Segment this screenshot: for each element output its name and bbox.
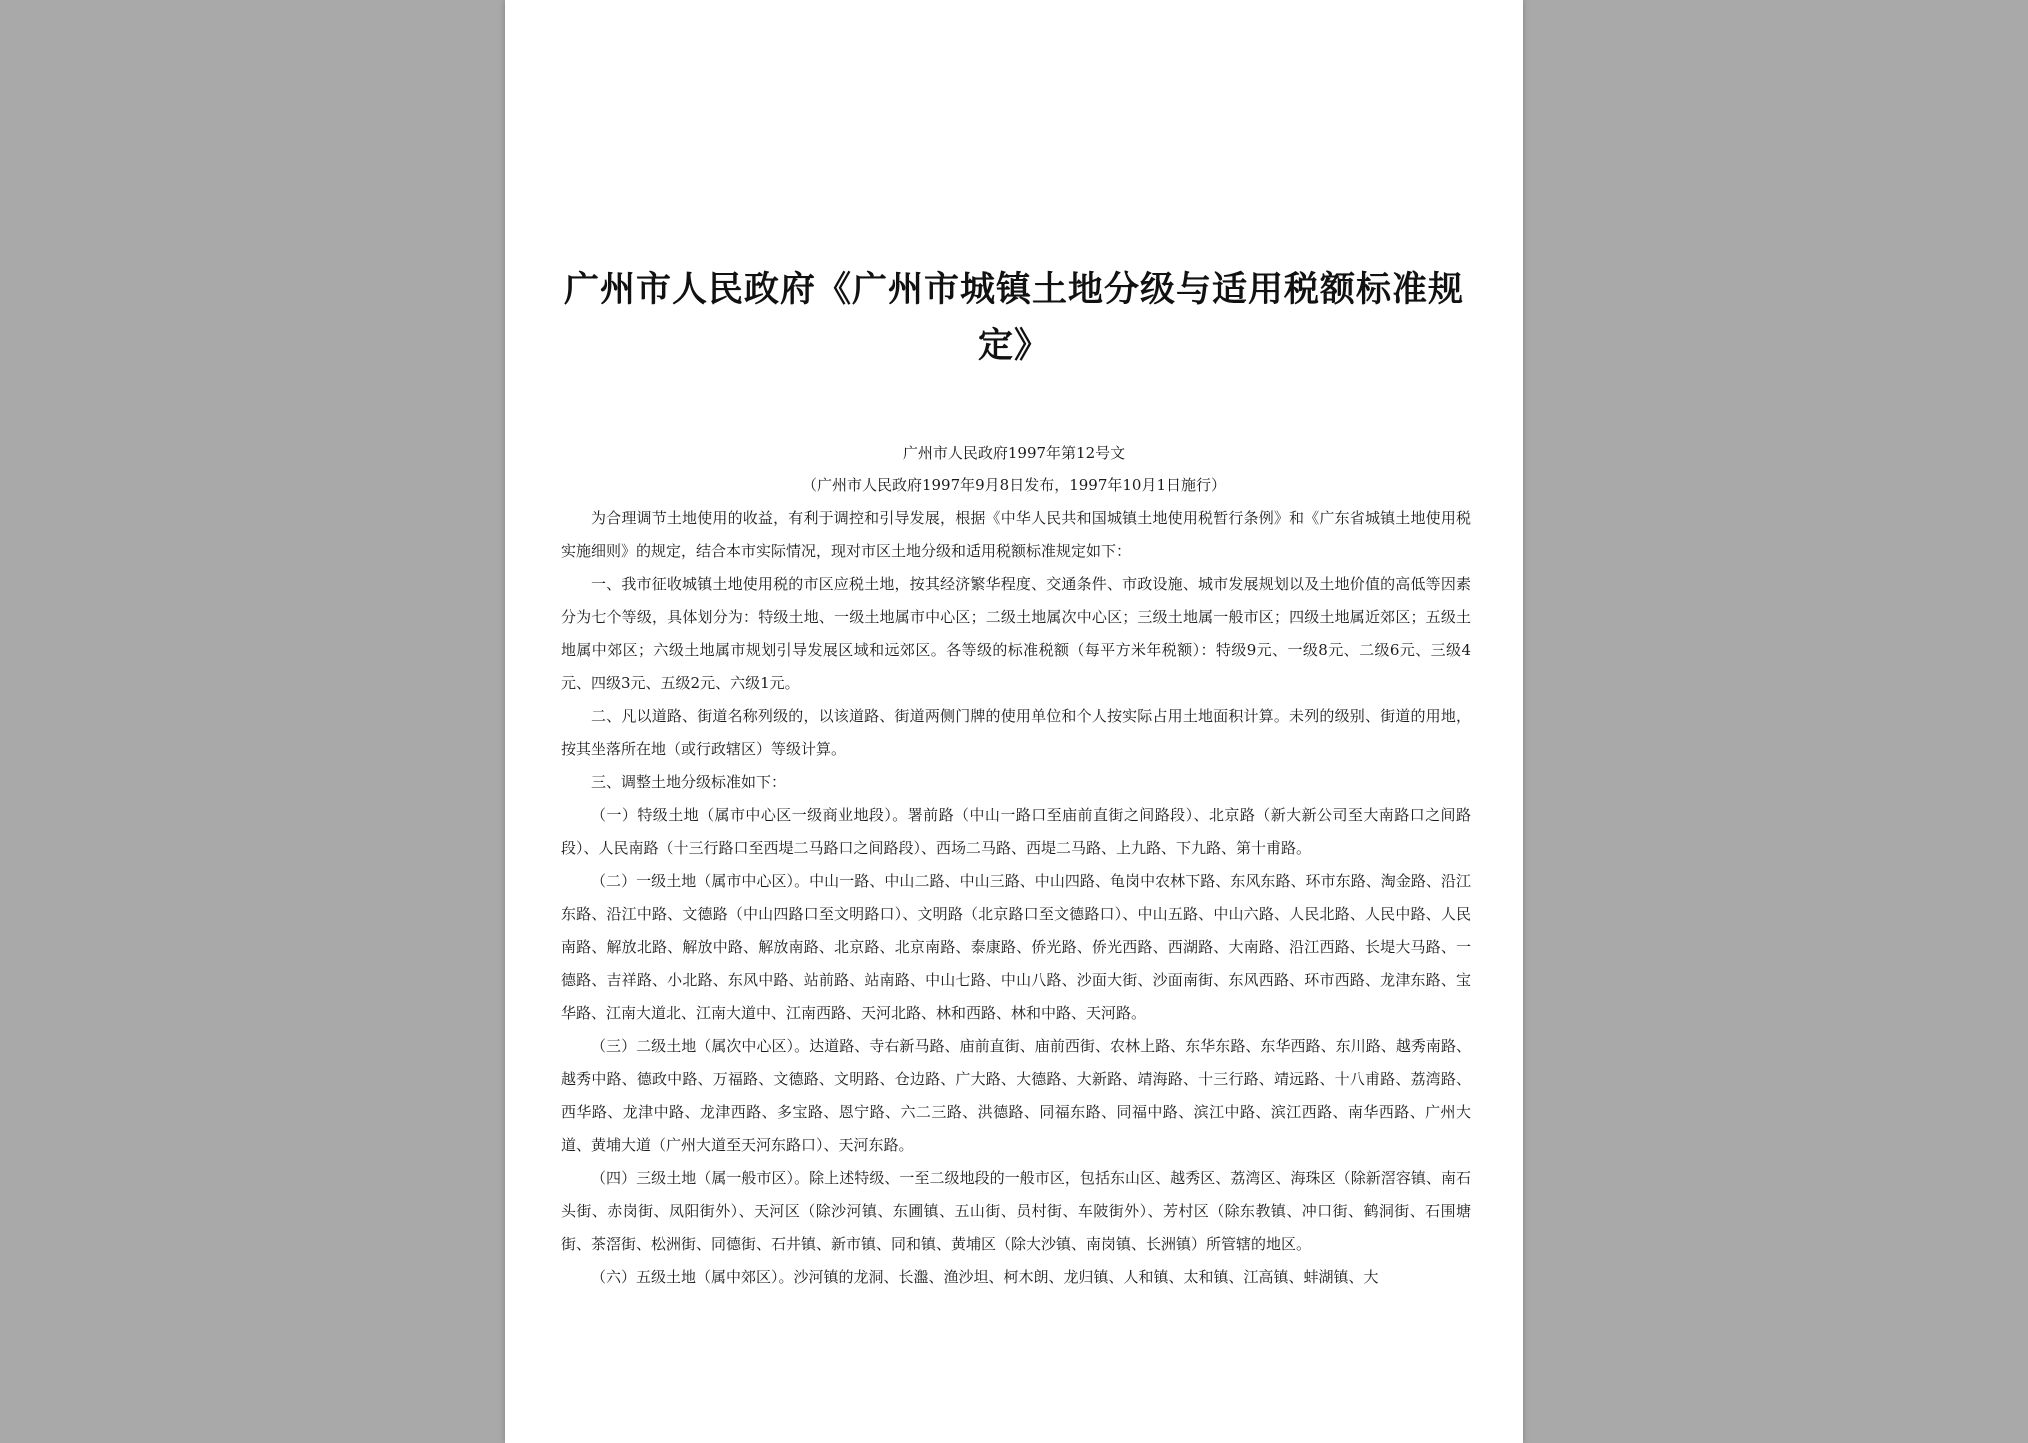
paragraph-intro: 为合理调节土地使用的收益，有利于调控和引导发展，根据《中华人民共和国城镇土地使用税暂行条例》和《广东省城镇土地使用税实施细则》的规定，结合本市实际情况，现对市区土地分级和适用税额标准规定如下：: [561, 509, 1471, 560]
paragraph-grade-2: （三）二级土地（属次中心区）。达道路、寺右新马路、庙前直街、庙前西街、农林上路、东华东路、东华西路、东川路、越秀南路、越秀中路、德政中路、万福路、文德路、文明路、仓边路、广大路、大德路、大新路、靖海路、十三行路、靖远路、十八甫路、荔湾路、西华路、龙津中路、龙津西路、多宝路、恩宁路、六二三路、洪德路、同福东路、同福中路、滨江中路、滨江西路、南华西路、广州大道、黄埔大道（广州大道至天河东路口）、天河东路。: [561, 1037, 1471, 1154]
paragraph-article-1: 一、我市征收城镇土地使用税的市区应税土地，按其经济繁华程度、交通条件、市政设施、城市发展规划以及土地价值的高低等因素分为七个等级，具体划分为：特级土地、一级土地属市中心区；二级土地属次中心区；三级土地属一般市区；四级土地属近郊区；五级土地属中郊区；六级土地属市规划引导发展区域和远郊区。各等级的标准税额（每平方米年税额）：特级9元、一级8元、二级6元、三级4元、四级3元、五级2元、六级1元。: [561, 575, 1471, 692]
paragraph-grade-1: （二）一级土地（属市中心区）。中山一路、中山二路、中山三路、中山四路、龟岗中农林下路、东风东路、环市东路、淘金路、沿江东路、沿江中路、文德路（中山四路口至文明路口）、文明路（北京路口至文德路口）、中山五路、中山六路、人民北路、人民中路、人民南路、解放北路、解放中路、解放南路、北京路、北京南路、泰康路、侨光路、侨光西路、西湖路、大南路、沿江西路、长堤大马路、一德路、吉祥路、小北路、东风中路、站前路、站南路、中山七路、中山八路、沙面大街、沙面南街、东风西路、环市西路、龙津东路、宝华路、江南大道北、江南大道中、江南西路、天河北路、林和西路、林和中路、天河路。: [561, 872, 1471, 1022]
paragraph-article-3: 三、调整土地分级标准如下：: [591, 773, 787, 791]
document-number: 广州市人民政府1997年第12号文: [902, 444, 1126, 462]
paragraph-article-2: 二、凡以道路、街道名称列级的，以该道路、街道两侧门牌的使用单位和个人按实际占用土地面积计算。未列的级别、街道的用地，按其坐落所在地（或行政辖区）等级计算。: [561, 707, 1471, 758]
paragraph-grade-3: （四）三级土地（属一般市区）。除上述特级、一至二级地段的一般市区，包括东山区、越秀区、荔湾区、海珠区（除新滘容镇、南石头街、赤岗街、凤阳街外）、天河区（除沙河镇、东圃镇、五山街、员村街、车陂街外）、芳村区（除东教镇、冲口街、鹤洞街、石围塘街、茶滘街、松洲街、同德街、石井镇、新市镇、同和镇、黄埔区（除大沙镇、南岗镇、长洲镇）所管辖的地区。: [561, 1169, 1471, 1253]
paragraph-grade-special: （一）特级土地（属市中心区一级商业地段）。署前路（中山一路口至庙前直街之间路段）、北京路（新大新公司至大南路口之间路段）、人民南路（十三行路口至西堤二马路口之间路段）、西场二马路、西堤二马路、上九路、下九路、第十甫路。: [561, 806, 1471, 857]
document-page: [505, 0, 1523, 1443]
document-title: 广州市人民政府《广州市城镇土地分级与适用税额标准规定》: [563, 270, 1464, 366]
document-body: [561, 502, 1471, 1294]
paragraph-grade-5: （六）五级土地（属中郊区）。沙河镇的龙洞、长瀊、渔沙坦、柯木朗、龙归镇、人和镇、太和镇、江高镇、蚌湖镇、大: [591, 1268, 1379, 1286]
issue-info: （广州市人民政府1997年9月8日发布，1997年10月1日施行）: [801, 476, 1227, 494]
